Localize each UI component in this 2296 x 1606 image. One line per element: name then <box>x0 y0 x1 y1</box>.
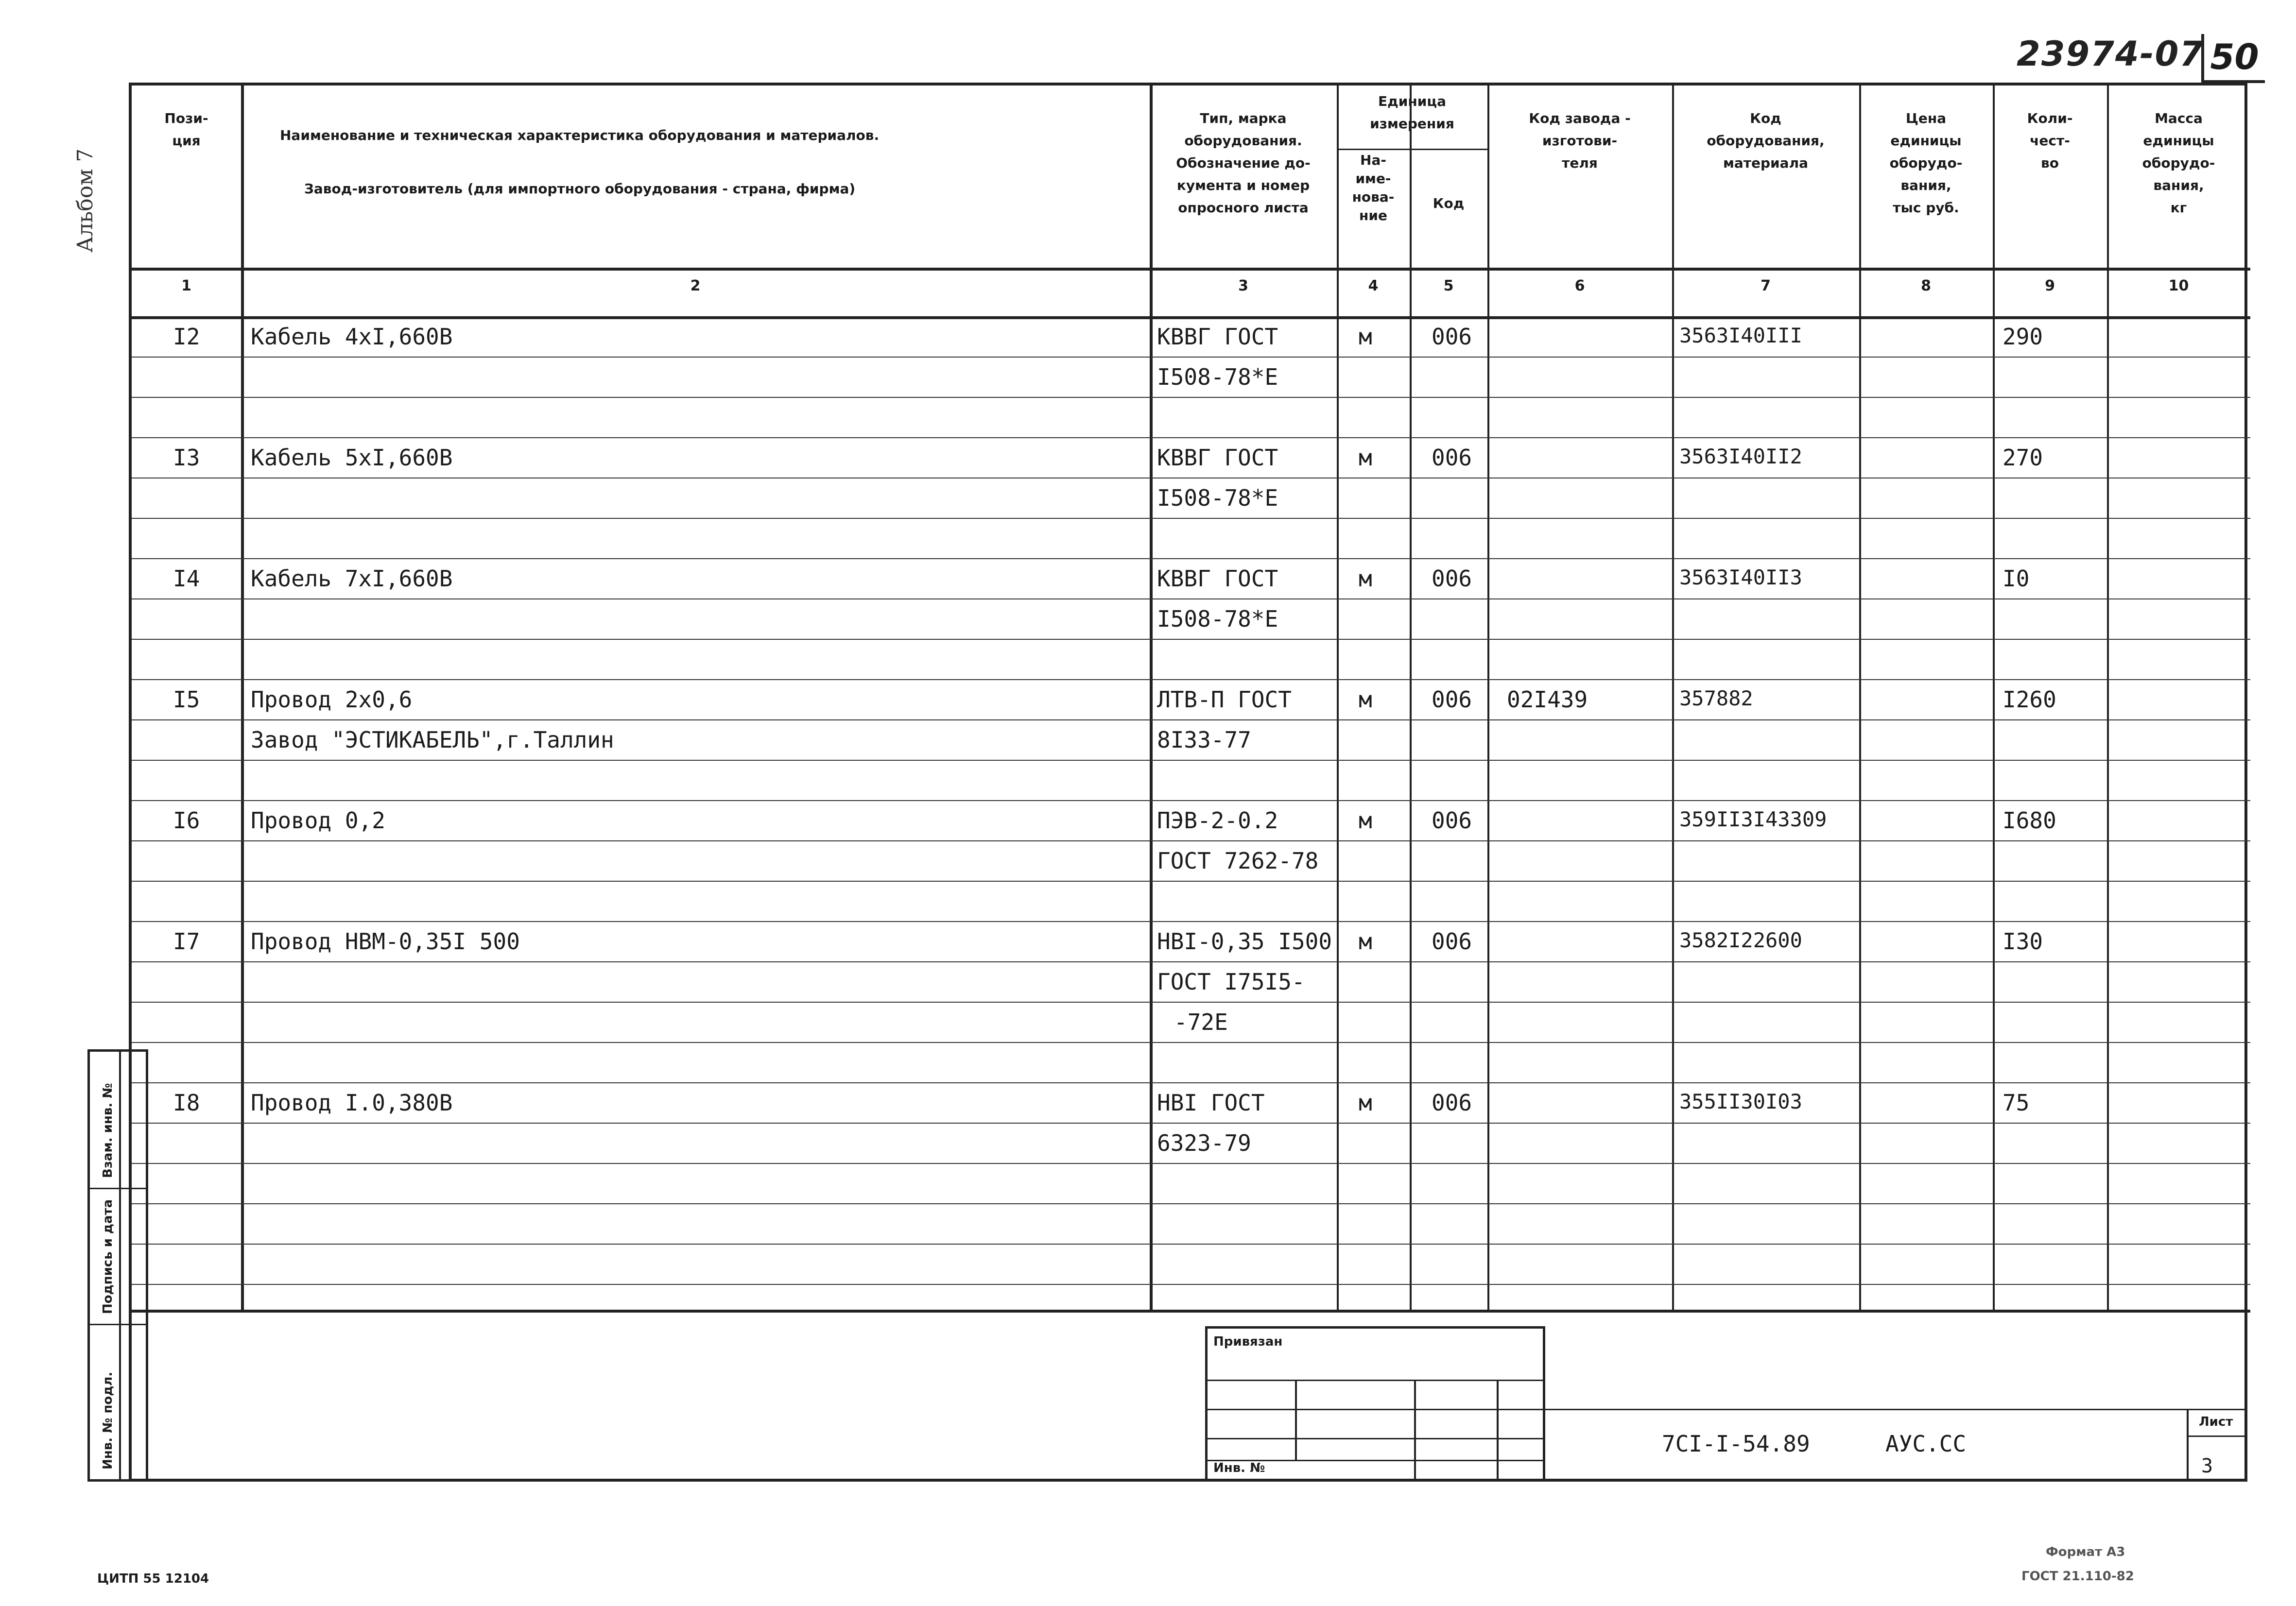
row-quantity: I260 <box>2003 686 2056 713</box>
column-number: 1 <box>181 277 191 294</box>
stamp-inv: Инв. № <box>1213 1461 1265 1475</box>
row-name: Кабель 5хI,660В <box>251 444 453 471</box>
row-type-line1: КВВГ ГОСТ <box>1157 444 1278 471</box>
side-divider <box>90 1188 146 1189</box>
header-unit-name: На- име- нова- ние <box>1352 152 1395 223</box>
column-number: 7 <box>1761 277 1771 294</box>
column-number: 6 <box>1574 277 1585 294</box>
document-number: 23974-07 <box>2017 34 2204 74</box>
row-line <box>132 719 2250 720</box>
stamp-line <box>1295 1380 1297 1460</box>
row-name: Провод НВМ-0,35I 500 <box>251 928 520 955</box>
row-line <box>132 518 2250 519</box>
stamp-line <box>1208 1380 1543 1381</box>
row-position: I5 <box>173 686 200 713</box>
specification-table <box>129 83 2247 1482</box>
row-line <box>132 1284 2250 1285</box>
row-position: I4 <box>173 565 200 592</box>
row-line <box>132 1123 2250 1124</box>
row-position: I6 <box>173 807 200 834</box>
row-quantity: I0 <box>2003 565 2030 592</box>
row-unit: м <box>1359 807 1372 834</box>
row-type-line2: I508-78*Е <box>1157 364 1278 390</box>
album-label: Альбом 7 <box>73 148 98 253</box>
header-price: Цена единицы оборудо- вания, тыс руб. <box>1889 110 1963 216</box>
row-unit: м <box>1359 928 1372 955</box>
row-type-line1: КВВГ ГОСТ <box>1157 565 1278 592</box>
binding-stamp <box>1205 1326 1545 1482</box>
header-unit-code: Код <box>1433 195 1465 211</box>
header-name-line2: Завод-изготовитель (для импортного оборудования - страна, фирма) <box>304 181 856 197</box>
row-unit-code: 006 <box>1432 324 1472 350</box>
row-name: Провод I.0,380В <box>251 1090 453 1116</box>
header-mass: Масса единицы оборудо- вания, кг <box>2142 110 2215 216</box>
column-number: 8 <box>1921 277 1931 294</box>
unit-divider <box>1337 149 1487 150</box>
side-divider <box>90 1324 146 1325</box>
page-number: 50 <box>2201 34 2265 83</box>
column-number: 9 <box>2045 277 2055 294</box>
row-type-line2: ГОСТ 7262-78 <box>1157 848 1319 874</box>
row-name: Кабель 7хI,660В <box>251 565 453 592</box>
row-line <box>132 397 2250 398</box>
row-type-line2: I508-78*Е <box>1157 485 1278 511</box>
row-line <box>132 598 2250 599</box>
column-number: 4 <box>1368 277 1379 294</box>
row-position: I3 <box>173 444 200 471</box>
row-quantity: I680 <box>2003 807 2056 834</box>
row-line <box>132 840 2250 841</box>
header-maker-code: Код завода - изготови- теля <box>1529 110 1631 171</box>
title-doc-code: 7СI-I-54.89 <box>1662 1431 1810 1457</box>
row-line <box>132 1002 2250 1003</box>
row-equipment-code: 3563I40II3 <box>1679 565 1802 589</box>
row-line <box>132 1082 2250 1083</box>
row-type-line2: 8I33-77 <box>1157 727 1251 753</box>
header-unit: Единица измерения <box>1370 93 1454 132</box>
column-number: 2 <box>690 277 701 294</box>
header-divider <box>132 316 2250 319</box>
row-unit-code: 006 <box>1432 928 1472 955</box>
title-block-line <box>2187 1435 2247 1437</box>
header-divider <box>132 268 2250 271</box>
row-line <box>132 800 2250 801</box>
column-number: 10 <box>2168 277 2189 294</box>
row-unit: м <box>1359 324 1372 350</box>
row-line <box>132 679 2250 680</box>
row-position: I7 <box>173 928 200 955</box>
row-line <box>132 921 2250 922</box>
row-equipment-code: 359II3I43309 <box>1679 807 1827 831</box>
column-number: 3 <box>1238 277 1248 294</box>
row-name: Кабель 4хI,660В <box>251 324 453 350</box>
row-unit-code: 006 <box>1432 807 1472 834</box>
row-maker-code: 02I439 <box>1507 686 1588 713</box>
row-quantity: I30 <box>2003 928 2043 955</box>
row-unit: м <box>1359 565 1372 592</box>
header-quantity: Коли- чест- во <box>2027 110 2073 171</box>
title-block-line <box>2187 1409 2189 1482</box>
table-bottom <box>132 1310 2250 1313</box>
row-line <box>132 357 2250 358</box>
side-label-signature-date: Подпись и дата <box>101 1199 115 1314</box>
header-type: Тип, марка оборудования. Обозначение до- кумента и номер опросного листа <box>1176 110 1311 216</box>
row-line <box>132 1203 2250 1204</box>
row-line <box>132 961 2250 962</box>
row-type-line1: КВВГ ГОСТ <box>1157 324 1278 350</box>
column-number: 5 <box>1443 277 1454 294</box>
row-unit: м <box>1359 444 1372 471</box>
side-label-inv-podl: Инв. № подл. <box>101 1371 115 1469</box>
header-position: Пози- ция <box>164 110 208 149</box>
row-equipment-code: 357882 <box>1679 686 1753 710</box>
stamp-line <box>1208 1438 1543 1439</box>
row-line <box>132 760 2250 761</box>
row-position: I2 <box>173 324 200 350</box>
row-equipment-code: 3563I40III <box>1679 324 1802 347</box>
row-name: Провод 0,2 <box>251 807 385 834</box>
row-type-line2: I508-78*Е <box>1157 606 1278 632</box>
header-name-line1: Наименование и техническая характеристика оборудования и материалов. <box>280 127 880 143</box>
row-quantity: 75 <box>2003 1090 2030 1116</box>
footer-left: ЦИТП 55 12104 <box>97 1572 209 1586</box>
row-unit: м <box>1359 1090 1372 1116</box>
title-sheet-no: 3 <box>2201 1455 2213 1477</box>
side-divider <box>119 1052 121 1479</box>
row-type-line1: НВI-0,35 I500 <box>1157 928 1332 955</box>
row-type-line1: ПЭВ-2-0.2 <box>1157 807 1278 834</box>
row-equipment-code: 3582I22600 <box>1679 928 1802 952</box>
row-line <box>132 1244 2250 1245</box>
stamp-title: Привязан <box>1213 1334 1283 1349</box>
side-label-vzam-inv: Взам. инв. № <box>101 1083 115 1178</box>
row-type-line3: -72Е <box>1174 1009 1228 1035</box>
row-line <box>132 881 2250 882</box>
header-equipment-code: Код оборудования, материала <box>1707 110 1825 171</box>
row-unit-code: 006 <box>1432 565 1472 592</box>
row-type-line1: ЛТВ-П ГОСТ <box>1157 686 1292 713</box>
footer-gost: ГОСТ 21.110-82 <box>2021 1569 2134 1584</box>
side-stamp <box>87 1049 148 1482</box>
title-block-line <box>1545 1409 2247 1410</box>
row-quantity: 270 <box>2003 444 2043 471</box>
row-name-extra: Завод "ЭСТИКАБЕЛЬ",г.Таллин <box>251 727 614 753</box>
row-unit-code: 006 <box>1432 686 1472 713</box>
row-unit: м <box>1359 686 1372 713</box>
row-type-line1: НВI ГОСТ <box>1157 1090 1265 1116</box>
row-line <box>132 639 2250 640</box>
row-unit-code: 006 <box>1432 444 1472 471</box>
row-unit-code: 006 <box>1432 1090 1472 1116</box>
row-line <box>132 1042 2250 1043</box>
row-equipment-code: 355II30I03 <box>1679 1090 1802 1113</box>
stamp-line <box>1414 1380 1416 1479</box>
row-type-line2: ГОСТ I75I5- <box>1157 969 1305 995</box>
row-type-line2: 6323-79 <box>1157 1130 1251 1156</box>
row-quantity: 290 <box>2003 324 2043 350</box>
row-line <box>132 1163 2250 1164</box>
row-position: I8 <box>173 1090 200 1116</box>
stamp-line <box>1208 1409 1543 1410</box>
row-line <box>132 558 2250 559</box>
row-line <box>132 437 2250 438</box>
row-equipment-code: 3563I40II2 <box>1679 444 1802 468</box>
title-sheet-label: Лист <box>2199 1415 2233 1429</box>
title-section: АУС.СС <box>1885 1431 1967 1457</box>
row-name: Провод 2х0,6 <box>251 686 413 713</box>
footer-format: Формат А3 <box>2046 1545 2125 1559</box>
stamp-line <box>1497 1380 1499 1479</box>
